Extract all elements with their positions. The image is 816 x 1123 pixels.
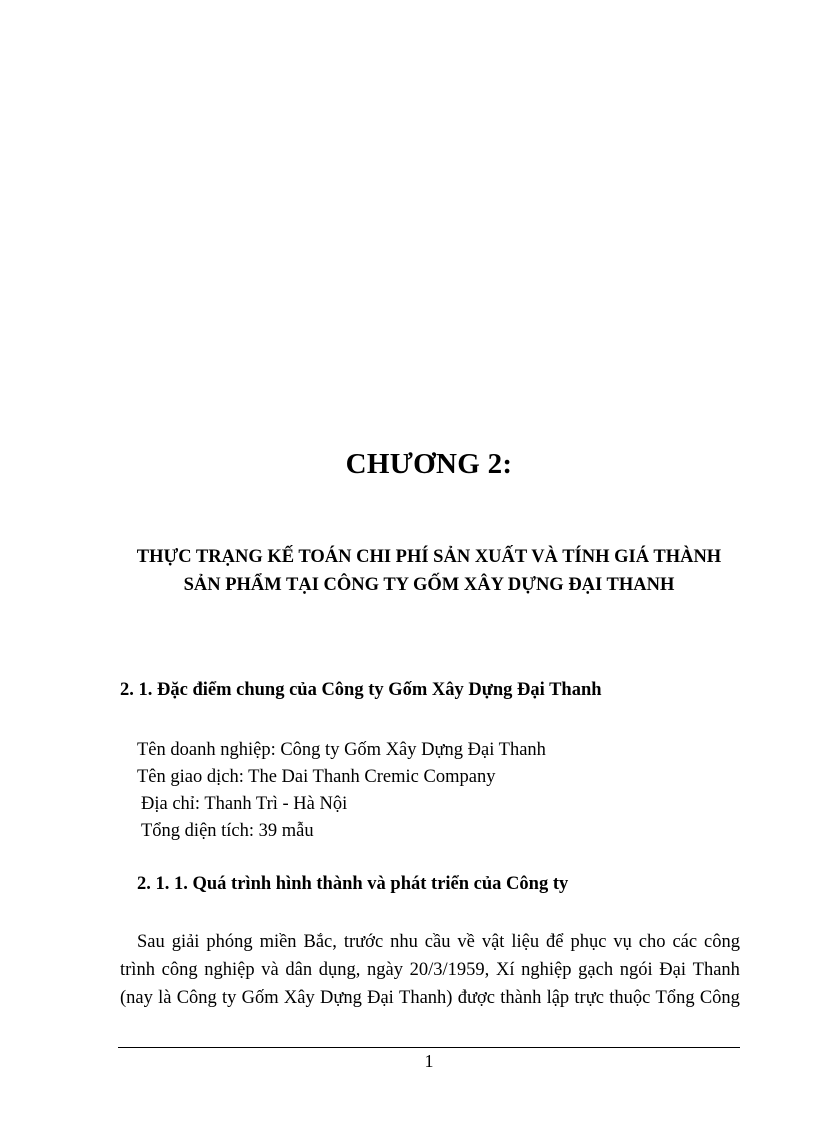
paragraph-word: nhu [390, 932, 418, 952]
paragraph-word: phóng [206, 932, 253, 952]
paragraph-word: các [672, 932, 698, 952]
paragraph-word: cầu [424, 932, 451, 952]
paragraph-word: về [457, 932, 475, 952]
paragraph-word: nghiệp [521, 960, 572, 980]
paragraph-word: Công [176, 988, 217, 1008]
footer-divider [118, 1047, 740, 1048]
paragraph-word: dụng, [318, 960, 361, 980]
page-number: 1 [424, 1051, 434, 1071]
paragraph-word: nghiệp [204, 960, 255, 980]
paragraph-line [120, 928, 740, 956]
paragraph-word: vụ [613, 932, 632, 952]
chapter-title: CHƯƠNG 2: [345, 448, 513, 480]
chapter-subtitle [0, 543, 816, 599]
paragraph-word: 20/3/1959, [409, 960, 490, 980]
paragraph-word: Đại [367, 988, 394, 1008]
paragraph-word: lập [546, 988, 570, 1008]
body-paragraph [120, 928, 740, 1012]
paragraph-word: phục [570, 932, 607, 952]
paragraph-word: (nay [120, 988, 153, 1008]
paragraph-word: vật [481, 932, 505, 952]
paragraph-word: ngói [619, 960, 653, 980]
paragraph-line [120, 956, 740, 984]
paragraph-word: Công [699, 988, 740, 1008]
paragraph-word: gạch [578, 960, 614, 980]
paragraph-word: Xây [283, 988, 315, 1008]
paragraph-word: và [261, 960, 279, 980]
paragraph-word: ngày [367, 960, 403, 980]
paragraph-word: Sau [137, 932, 165, 952]
paragraph-word: Xí [495, 960, 515, 980]
paragraph-word: trực [574, 988, 604, 1008]
chapter-subtitle-line-1: THỰC TRẠNG KẾ TOÁN CHI PHÍ SẢN XUẤT VÀ TÍNH GIÁ THÀNH [136, 547, 722, 567]
paragraph-word: dân [285, 960, 313, 980]
company-info-block [137, 737, 546, 845]
paragraph-word: thành [500, 988, 542, 1008]
paragraph-word: được [457, 988, 495, 1008]
trade-name-line: Tên giao dịch: The Dai Thanh Cremic Company [137, 767, 496, 787]
area-line: Tổng diện tích: 39 mẫu [141, 821, 314, 841]
paragraph-word: là [158, 988, 172, 1008]
paragraph-word: miền [259, 932, 297, 952]
address-line: Địa chỉ: Thanh Trì - Hà Nội [141, 794, 348, 814]
paragraph-word: để [546, 932, 564, 952]
paragraph-word: cho [638, 932, 666, 952]
paragraph-word: thuộc [609, 988, 651, 1008]
paragraph-word: Bắc, [303, 932, 337, 952]
section-heading: 2. 1. Đặc điểm chung của Công ty Gốm Xây Dựng Đại Thanh [120, 680, 602, 700]
paragraph-word: Gốm [241, 988, 279, 1008]
paragraph-word: Đại [659, 960, 686, 980]
paragraph-word: ty [222, 988, 237, 1008]
paragraph-word: Thanh [692, 960, 740, 980]
paragraph-word: trình [120, 960, 155, 980]
paragraph-word: liệu [511, 932, 540, 952]
paragraph-word: trước [343, 932, 384, 952]
paragraph-word: giải [171, 932, 200, 952]
chapter-subtitle-line-2: SẢN PHẨM TẠI CÔNG TY GỐM XÂY DỰNG ĐẠI THANH [183, 575, 675, 595]
company-name-line: Tên doanh nghiệp: Công ty Gốm Xây Dựng Đại Thanh [137, 740, 546, 760]
paragraph-word: Tổng [655, 988, 695, 1008]
paragraph-line [120, 984, 740, 1012]
paragraph-word: công [161, 960, 198, 980]
subsection-heading: 2. 1. 1. Quá trình hình thành và phát triển của Công ty [137, 874, 569, 894]
paragraph-word: Thanh) [399, 988, 453, 1008]
paragraph-word: Dựng [319, 988, 362, 1008]
paragraph-word: công [704, 932, 740, 952]
